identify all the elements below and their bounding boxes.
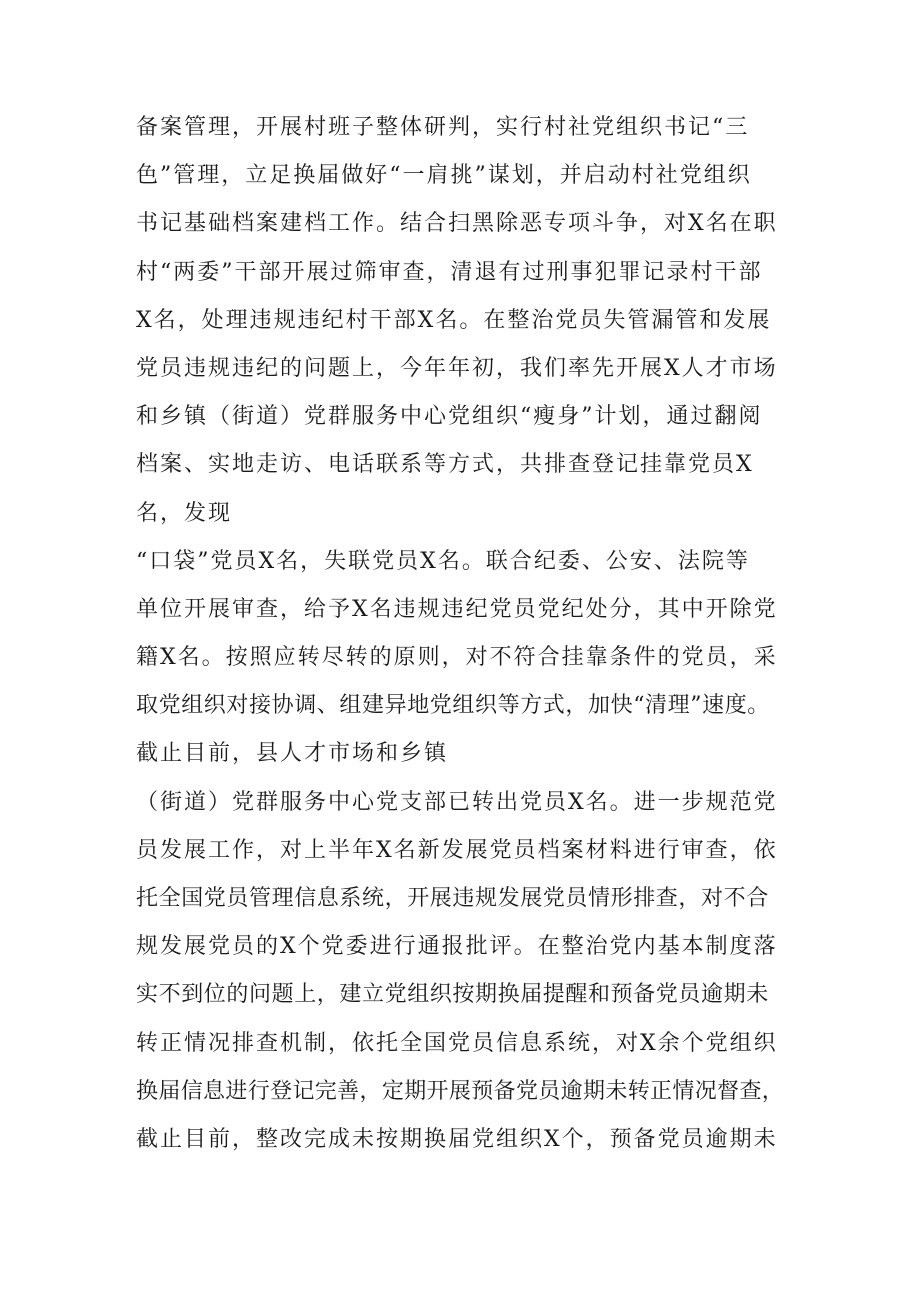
text-line: 籍X名。按照应转尽转的原则，对不符合挂靠条件的党员，采 xyxy=(136,645,778,671)
text-line: 村“两委”干部开展过筛审查，清退有过刑事犯罪记录村干部 xyxy=(136,259,763,285)
text-line: 单位开展审查，给予X名违规违纪党员党纪处分，其中开除党 xyxy=(136,596,778,622)
text-line: “口袋”党员X名，失联党员X名。联合纪委、公安、法院等 xyxy=(136,548,750,574)
text-line: 员发展工作，对上半年X名新发展党员档案材料进行审查，依 xyxy=(136,837,778,863)
text-line: （街道）党群服务中心党支部已转出党员X名。进一步规范党 xyxy=(136,789,778,815)
text-line: 实不到位的问题上，建立党组织按期换届提醒和预备党员逾期未 xyxy=(136,982,769,1008)
body-text xyxy=(136,104,786,1164)
text-line: 名，发现 xyxy=(136,500,233,526)
text-line: X名，处理违规违纪村干部X名。在整治党员失管漏管和发展 xyxy=(136,307,772,333)
text-line: 转正情况排查机制，依托全国党员信息系统，对X余个党组织 xyxy=(136,1030,778,1056)
text-line: 备案管理，开展村班子整体研判，实行村社党组织书记“三 xyxy=(136,115,750,140)
text-line: 换届信息进行登记完善，定期开展预备党员逾期未转正情况督查， xyxy=(136,1078,785,1104)
text-line: 色”管理，立足换届做好“一肩挑”谋划，并启动村社党组织 xyxy=(136,163,752,189)
text-line: 规发展党员的X个党委进行通报批评。在整治党内基本制度落 xyxy=(136,934,778,960)
text-line: 书记基础档案建档工作。结合扫黑除恶专项斗争，对X名在职 xyxy=(136,211,778,237)
text-line: 截止目前，县人才市场和乡镇 xyxy=(136,741,449,767)
text-line: 截止目前，整改完成未按期换届党组织X个，预备党员逾期未 xyxy=(136,1126,778,1152)
text-line: 托全国党员管理信息系统，开展违规发展党员情形排查，对不合 xyxy=(136,886,769,911)
text-line: 取党组织对接协调、组建异地党组织等方式，加快“清理”速度。 xyxy=(136,693,770,719)
text-line: 和乡镇（街道）党群服务中心党组织“瘦身”计划，通过翻阅 xyxy=(136,404,763,430)
text-line: 党员违规违纪的问题上，今年年初，我们率先开展X人才市场 xyxy=(136,355,778,381)
text-line: 档案、实地走访、电话联系等方式，共排查登记挂靠党员X xyxy=(136,452,754,478)
